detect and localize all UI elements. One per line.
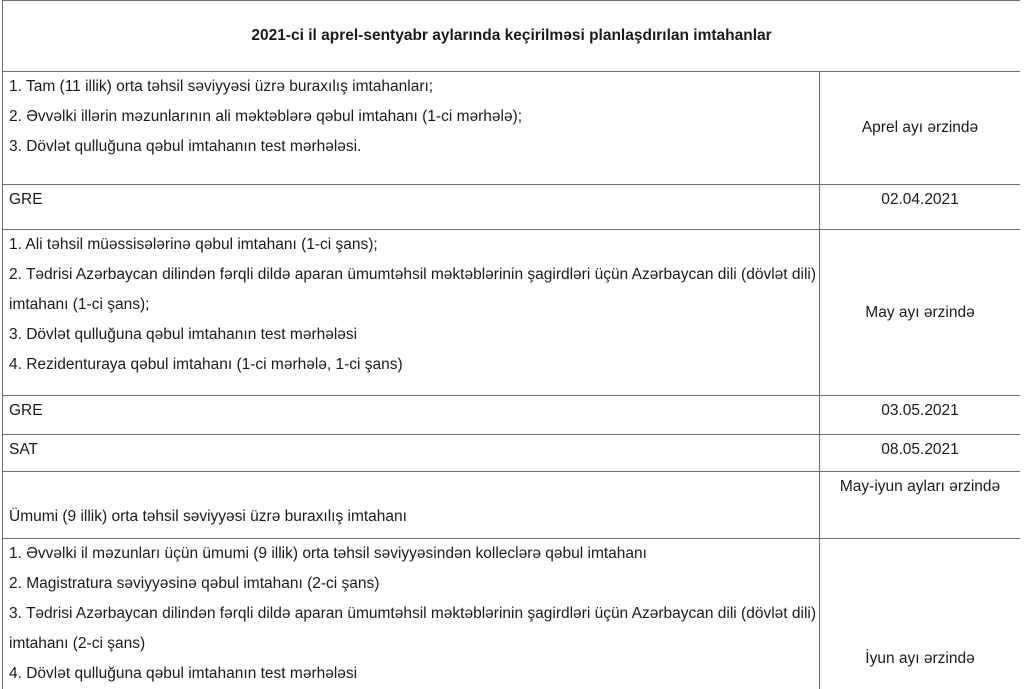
exam-item: 3. Dövlət qulluğuna qəbul imtahanın test mərhələsi [9, 326, 358, 343]
exam-schedule-table [2, 0, 1020, 689]
exam-list-cell [3, 230, 820, 396]
exam-item: 2. Magistratura səviyyəsinə qəbul imtahanı (2-ci şans) [9, 575, 380, 592]
exam-item: 3. Dövlət qulluğuna qəbul imtahanın test mərhələsi. [9, 138, 362, 155]
exam-item: 4. Rezidenturaya qəbul imtahanı (1-ci mərhələ, 1-ci şans) [9, 356, 403, 373]
exam-item: 1. Ali təhsil müəssisələrinə qəbul imtahanı (1-ci şans); [9, 236, 378, 253]
exam-item: GRE [9, 191, 43, 208]
exam-item: 3. Tədrisi Azərbaycan dilindən fərqli dildə aparan ümumtəhsil məktəblərinin şagirdləri üçün Azərbaycan dili (dövlət dili) imtahanı (2-ci şans) [9, 605, 816, 652]
exam-date: 03.05.2021 [820, 396, 1021, 435]
exam-list-cell [3, 396, 820, 435]
exam-schedule-frame [2, 0, 1020, 689]
exam-period: May ayı ərzində [820, 230, 1021, 396]
exam-item: 1. Tam (11 illik) orta təhsil səviyyəsi üzrə buraxılış imtahanları; [9, 78, 434, 95]
table-row [3, 435, 1021, 472]
exam-list-cell [3, 72, 820, 185]
exam-list-cell [3, 185, 820, 230]
exam-item: 2. Tədrisi Azərbaycan dilindən fərqli dildə aparan ümumtəhsil məktəblərinin şagirdləri üçün Azərbaycan dili (dövlət dili) imtahanı (1-ci şans); [9, 266, 816, 313]
exam-list-cell [3, 539, 820, 689]
exam-period: May-iyun ayları ərzində [820, 472, 1021, 539]
exam-item: GRE [9, 402, 43, 419]
table-title-row [3, 1, 1021, 72]
exam-list-cell [3, 435, 820, 472]
exam-list-cell [3, 472, 820, 539]
table-row [3, 230, 1021, 396]
table-row [3, 185, 1021, 230]
exam-date: 08.05.2021 [820, 435, 1021, 472]
table-row [3, 72, 1021, 185]
exam-item: 4. Dövlət qulluğuna qəbul imtahanın test mərhələsi [9, 665, 358, 682]
exam-item: SAT [9, 441, 38, 458]
exam-period: İyun ayı ərzində [820, 539, 1021, 689]
exam-item: 2. Əvvəlki illərin məzunlarının ali məktəblərə qəbul imtahanı (1-ci mərhələ); [9, 108, 523, 125]
exam-item: 1. Əvvəlki il məzunları üçün ümumi (9 illik) orta təhsil səviyyəsindən kolleclərə qəbul imtahanı [9, 545, 647, 562]
table-title: 2021-ci il aprel-sentyabr aylarında keçirilməsi planlaşdırılan imtahanlar [3, 1, 1021, 72]
exam-item: Ümumi (9 illik) orta təhsil səviyyəsi üzrə buraxılış imtahanı [9, 508, 407, 525]
table-row [3, 396, 1021, 435]
table-row [3, 539, 1021, 689]
exam-period: Aprel ayı ərzində [820, 72, 1021, 185]
exam-date: 02.04.2021 [820, 185, 1021, 230]
table-row [3, 472, 1021, 539]
